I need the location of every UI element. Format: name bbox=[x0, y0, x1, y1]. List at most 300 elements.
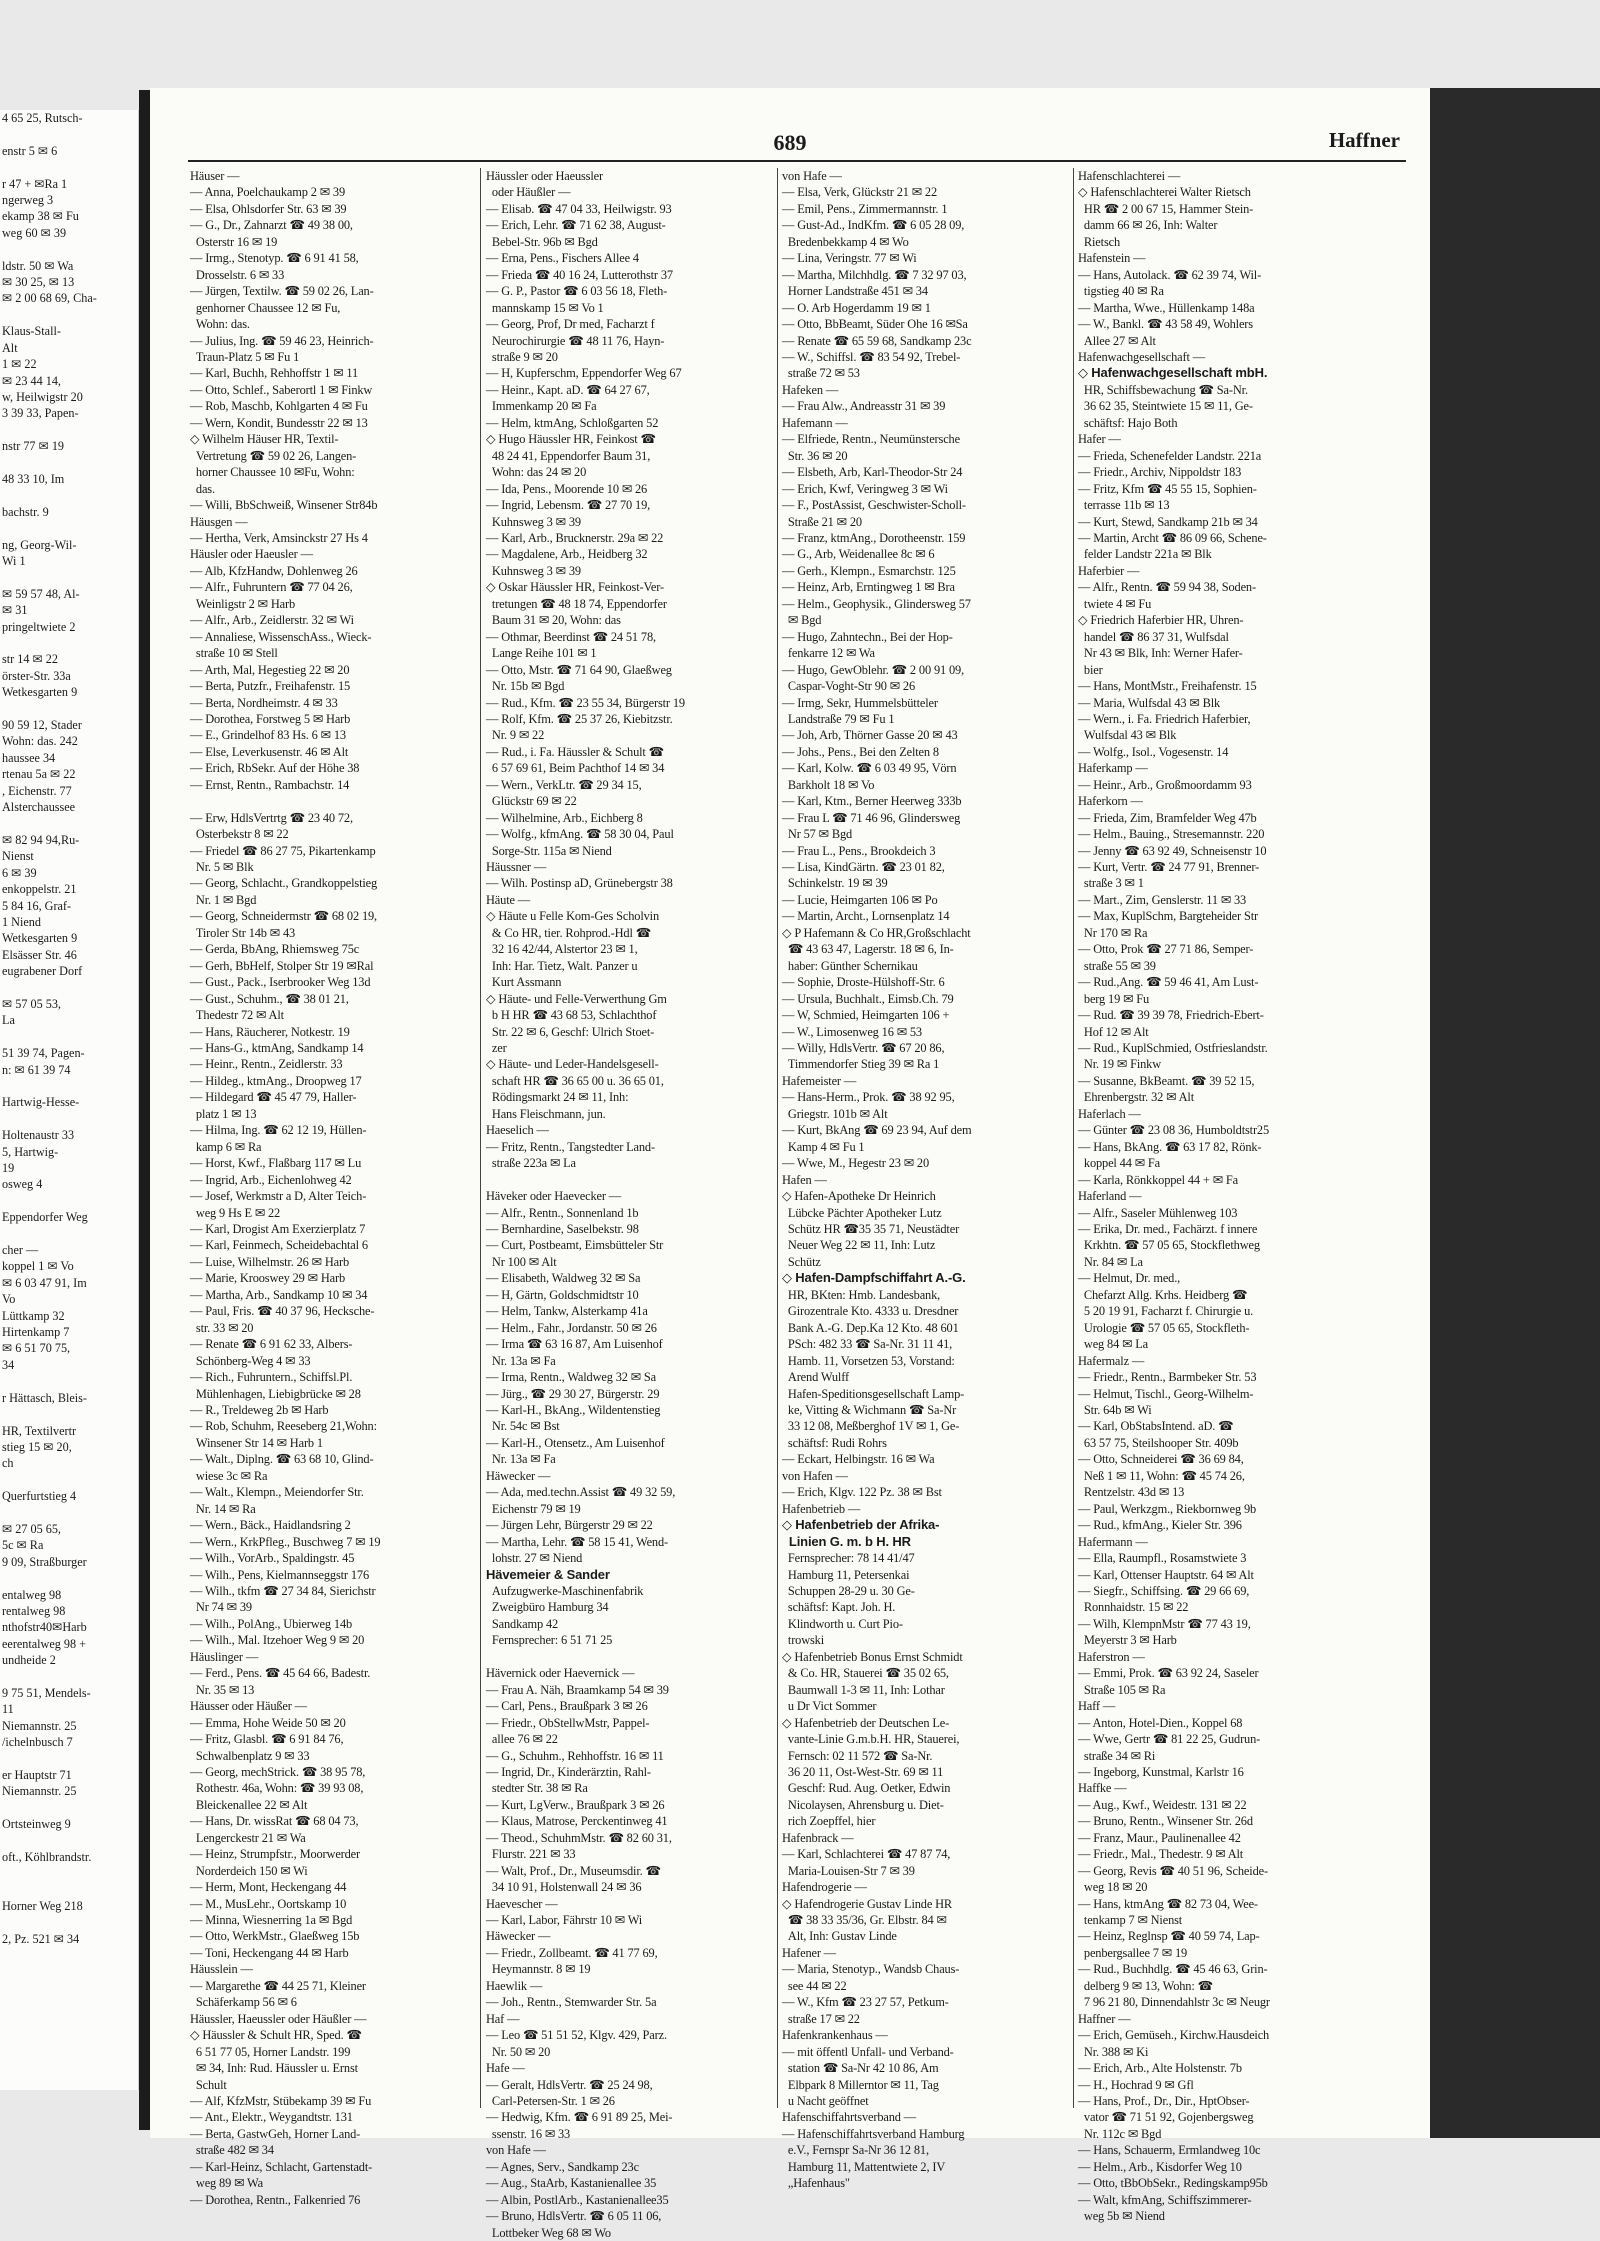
directory-entry: 34 10 91, Holstenwall 24 ✉ 36 bbox=[486, 1880, 642, 1895]
directory-entry: — Gust., Pack., Iserbrooker Weg 13d bbox=[190, 975, 371, 990]
directory-entry: — Ant., Elektr., Weygandtstr. 131 bbox=[190, 2110, 353, 2125]
strip-line bbox=[0, 520, 138, 536]
directory-entry: — Wern., KrkPfleg., Buschweg 7 ✉ 19 bbox=[190, 1534, 381, 1549]
directory-entry: ◇ Hafenbetrieb Bonus Ernst Schmidt bbox=[782, 1649, 963, 1664]
directory-entry: — Carl, Pens., Braußpark 3 ✉ 26 bbox=[486, 1699, 648, 1714]
directory-entry: vante-Linie G.m.b.H. HR, Stauerei, bbox=[782, 1732, 960, 1747]
directory-entry: — Aug., StaArb, Kastanienallee 35 bbox=[486, 2176, 657, 2191]
directory-entry: — Siegfr., Schiffsing. ☎ 29 66 69, bbox=[1078, 1583, 1250, 1598]
directory-entry: — Helm., Bauing., Stresemannstr. 220 bbox=[1078, 827, 1265, 842]
directory-entry: Schütz HR ☎35 35 71, Neustädter bbox=[782, 1222, 960, 1236]
directory-entry: — Irmg., Stenotyp. ☎ 6 91 41 58, bbox=[190, 251, 359, 266]
surname-heading: Hafer — bbox=[1078, 432, 1121, 447]
surname-heading: Häusgen — bbox=[190, 514, 248, 529]
surname-heading: Häussner — bbox=[486, 860, 547, 875]
strip-line bbox=[0, 701, 138, 717]
directory-entry: felder Landstr 221a ✉ Blk bbox=[1078, 547, 1212, 562]
surname-heading: Häwecker — bbox=[486, 1929, 551, 1944]
directory-entry: — Hildeg., ktmAng., Droopweg 17 bbox=[190, 1073, 362, 1088]
directory-entry: — Emil, Pens., Zimmermannstr. 1 bbox=[782, 201, 948, 216]
directory-entry: Neß 1 ✉ 11, Wohn: ☎ 45 74 26, bbox=[1078, 1468, 1245, 1483]
strip-line: 5 84 16, Graf- bbox=[2, 898, 72, 913]
strip-line bbox=[0, 1751, 138, 1767]
directory-entry: — Erna, Pens., Fischers Allee 4 bbox=[486, 251, 639, 266]
directory-entry: Glückstr 69 ✉ 22 bbox=[486, 794, 577, 809]
directory-entry: — Max, KuplSchm, Bargteheider Str bbox=[1078, 909, 1258, 924]
directory-entry: Sandkamp 42 bbox=[486, 1616, 559, 1631]
strip-line: 3 39 33, Papen- bbox=[2, 406, 79, 421]
directory-entry: — Frieda ☎ 40 16 24, Lutterothstr 37 bbox=[486, 267, 673, 282]
strip-line: osweg 4 bbox=[2, 1177, 43, 1192]
directory-entry: kamp 6 ✉ Ra bbox=[190, 1139, 262, 1154]
surname-heading: Hafenstein — bbox=[1078, 251, 1146, 266]
surname-heading: Hafendrogerie — bbox=[782, 1880, 867, 1895]
directory-entry: ◇ Hafen-Dampfschiffahrt A.-G. bbox=[782, 1270, 966, 1286]
directory-entry: Elbpark 8 Millerntor ✉ 11, Tag bbox=[782, 2077, 939, 2092]
directory-entry: Schinkelstr. 19 ✉ 39 bbox=[782, 876, 888, 891]
directory-entry: — W, Schmied, Heimgarten 106 + bbox=[782, 1008, 950, 1023]
directory-entry: — Karl, Kolw. ☎ 6 03 49 95, Vörn bbox=[782, 761, 957, 776]
directory-entry: 6 51 77 05, Horner Landstr. 199 bbox=[190, 2044, 351, 2059]
directory-entry: — Alfr., Rentn. ☎ 59 94 38, Soden- bbox=[1078, 580, 1256, 595]
directory-entry: Lengerckestr 21 ✉ Wa bbox=[190, 1830, 306, 1845]
directory-entry: — Friedr., Rentn., Barmbeker Str. 53 bbox=[1078, 1370, 1257, 1385]
directory-entry: — Helmut, Dr. med., bbox=[1078, 1271, 1181, 1286]
surname-heading: Häussler, Haeussler oder Häußler — bbox=[190, 2011, 367, 2026]
directory-entry: — Joh, Arb, Thörner Gasse 20 ✉ 43 bbox=[782, 728, 958, 743]
directory-entry: Baumwall 1-3 ✉ 11, Inh: Lothar bbox=[782, 1682, 945, 1697]
directory-entry: — Renate ☎ 65 59 68, Sandkamp 23c bbox=[782, 333, 972, 348]
directory-entry: — Wern., VerkLtr. ☎ 29 34 15, bbox=[486, 777, 642, 792]
directory-entry: — Hans, MontMstr., Freihafenstr. 15 bbox=[1078, 679, 1257, 694]
directory-entry: — Rud., Buchhdlg. ☎ 45 46 63, Grin- bbox=[1078, 1962, 1268, 1977]
directory-entry: straße 10 ✉ Stell bbox=[190, 646, 278, 661]
surname-heading: Hafener — bbox=[782, 1945, 837, 1960]
directory-entry: — Hans-G., ktmAng, Sandkamp 14 bbox=[190, 1041, 364, 1056]
strip-line: ch bbox=[2, 1456, 14, 1471]
column-divider bbox=[1073, 168, 1074, 2108]
directory-entry: — Emma, Hohe Weide 50 ✉ 20 bbox=[190, 1715, 346, 1730]
directory-entry: Geschf: Rud. Aug. Oetker, Edwin bbox=[782, 1781, 951, 1796]
directory-entry: Fernsprecher: 78 14 41/47 bbox=[782, 1551, 915, 1566]
directory-entry: — Karl, Arb., Brucknerstr. 29a ✉ 22 bbox=[486, 530, 664, 545]
directory-entry: lohstr. 27 ✉ Niend bbox=[486, 1551, 583, 1566]
directory-entry: — O. Arb Hogerdamm 19 ✉ 1 bbox=[782, 300, 931, 315]
directory-entry: Schuppen 28-29 u. 30 Ge- bbox=[782, 1583, 915, 1598]
strip-line bbox=[0, 307, 138, 323]
directory-entry: Griegstr. 101b ✉ Alt bbox=[782, 1106, 888, 1121]
directory-entry: — Gust-Ad., IndKfm. ☎ 6 05 28 09, bbox=[782, 218, 965, 233]
directory-entry: — F., PostAssist, Geschwister-Scholl- bbox=[782, 498, 966, 513]
directory-entry: — W., Bankl. ☎ 43 58 49, Wohlers bbox=[1078, 317, 1253, 332]
strip-line: ✉ 27 05 65, bbox=[2, 1521, 61, 1536]
directory-entry: — W., Kfm ☎ 23 27 57, Petkum- bbox=[782, 1995, 949, 2010]
strip-line bbox=[0, 455, 138, 471]
directory-entry: Chefarzt Allg. Krhs. Heidberg ☎ bbox=[1078, 1287, 1248, 1302]
directory-entry: — Heinz, Strumpfstr., Moorwerder bbox=[190, 1847, 361, 1862]
column-divider bbox=[777, 168, 778, 2108]
directory-entry: Nr. 112c ✉ Bgd bbox=[1078, 2126, 1162, 2141]
directory-entry: — Anton, Hotel-Dien., Koppel 68 bbox=[1078, 1715, 1243, 1730]
directory-entry: Lübcke Pächter Apotheker Lutz bbox=[782, 1205, 942, 1220]
column-2 bbox=[486, 168, 752, 2240]
directory-entry: — Helm., Fahr., Jordanstr. 50 ✉ 26 bbox=[486, 1320, 657, 1335]
directory-entry: Rödingsmarkt 24 ✉ 11, Inh: bbox=[486, 1090, 629, 1105]
directory-entry: — Julius, Ing. ☎ 59 46 23, Heinrich- bbox=[190, 333, 374, 348]
directory-entry: — Wilh. Postinsp aD, Grünebergstr 38 bbox=[486, 876, 673, 891]
directory-entry: — Karla, Rönkkoppel 44 + ✉ Fa bbox=[1078, 1172, 1238, 1187]
directory-entry: Ronnhaidstr. 15 ✉ 22 bbox=[1078, 1600, 1189, 1615]
strip-line: Alt bbox=[2, 340, 18, 355]
directory-entry: — Berta, Nordheimstr. 4 ✉ 33 bbox=[190, 695, 338, 710]
directory-entry: Landstraße 79 ✉ Fu 1 bbox=[782, 711, 895, 726]
surname-heading: Hafe — bbox=[486, 2061, 525, 2076]
surname-heading: Häveker oder Haevecker — bbox=[486, 1189, 622, 1204]
directory-entry: — Leo ☎ 51 51 52, Klgv. 429, Parz. bbox=[486, 2028, 667, 2043]
directory-entry: — Heinr., Rentn., Zeidlerstr. 33 bbox=[190, 1057, 343, 1072]
directory-entry: — Wilh., VorArb., Spaldingstr. 45 bbox=[190, 1551, 355, 1566]
directory-entry: — Fritz, Glasbl. ☎ 6 91 84 76, bbox=[190, 1732, 344, 1747]
strip-line: Wohn: das. 242 bbox=[2, 734, 78, 749]
strip-line: entalweg 98 bbox=[2, 1587, 62, 1602]
directory-entry: — Else, Leverkusenstr. 46 ✉ Alt bbox=[190, 744, 349, 759]
directory-entry: PSch: 482 33 ☎ Sa-Nr. 31 11 41, bbox=[782, 1337, 953, 1352]
column-divider bbox=[480, 168, 481, 2108]
directory-entry: — Minna, Wiesnerring 1a ✉ Bgd bbox=[190, 1913, 353, 1928]
directory-entry: Arend Wulff bbox=[782, 1370, 849, 1385]
directory-entry: — Wern, Kondit, Bundesstr 22 ✉ 13 bbox=[190, 415, 368, 430]
directory-entry: — G., Dr., Zahnarzt ☎ 49 38 00, bbox=[190, 218, 353, 233]
directory-entry: — Karl-H., BkAng., Wildentenstieg bbox=[486, 1402, 661, 1417]
directory-entry: — Georg, mechStrick. ☎ 38 95 78, bbox=[190, 1764, 366, 1779]
directory-entry: — Toni, Heckengang 44 ✉ Harb bbox=[190, 1945, 349, 1960]
directory-entry: Baum 31 ✉ 20, Wohn: das bbox=[486, 613, 621, 628]
strip-line: bachstr. 9 bbox=[2, 504, 49, 519]
directory-entry bbox=[190, 793, 456, 809]
directory-entry: — Georg, Schneidermstr ☎ 68 02 19, bbox=[190, 909, 377, 924]
column-4 bbox=[1078, 168, 1344, 2224]
strip-line bbox=[0, 1472, 138, 1488]
strip-line bbox=[0, 1029, 138, 1045]
directory-entry: — Franz, ktmAng., Dorotheenstr. 159 bbox=[782, 530, 966, 545]
strip-line: r 47 + ✉Ra 1 bbox=[2, 176, 68, 191]
directory-entry: — Sophie, Droste-Hülshoff-Str. 6 bbox=[782, 975, 945, 990]
directory-entry: Linien G. m. b H. HR bbox=[782, 1533, 911, 1549]
directory-entry: Weinligstr 2 ✉ Harb bbox=[190, 596, 295, 611]
directory-entry: — Alfr., Arb., Zeidlerstr. 32 ✉ Wi bbox=[190, 613, 354, 628]
directory-entry: — Hafenschiffahrtsverband Hamburg bbox=[782, 2126, 965, 2141]
directory-entry: 6 57 69 61, Beim Pachthof 14 ✉ 34 bbox=[486, 761, 665, 776]
directory-entry: ◇ Häute- und Felle-Verwerthung Gm bbox=[486, 991, 667, 1006]
directory-entry: — Albin, PostlArb., Kastanienallee35 bbox=[486, 2192, 669, 2207]
directory-entry: — Hans, Schauerm, Ermlandweg 10c bbox=[1078, 2143, 1261, 2158]
directory-entry: — Martha, Milchhdlg. ☎ 7 32 97 03, bbox=[782, 267, 967, 282]
directory-entry: — H., Hochrad 9 ✉ Gfl bbox=[1078, 2077, 1194, 2092]
directory-entry: — Horst, Kwf., Flaßbarg 117 ✉ Lu bbox=[190, 1156, 362, 1171]
directory-entry: Maria-Louisen-Str 7 ✉ 39 bbox=[782, 1863, 915, 1878]
directory-entry: ◇ Hugo Häussler HR, Feinkost ☎ bbox=[486, 432, 656, 447]
directory-entry: — Erich, Lehr. ☎ 71 62 38, August- bbox=[486, 218, 666, 233]
directory-entry: 36 62 35, Steintwiete 15 ✉ 11, Ge- bbox=[1078, 399, 1253, 414]
directory-entry: — Gerh, BbHelf, Stolper Str 19 ✉Ral bbox=[190, 958, 374, 973]
directory-entry: — Alfr., Fuhruntern ☎ 77 04 26, bbox=[190, 580, 353, 595]
page-number: 689 bbox=[773, 130, 807, 155]
directory-entry: — Ada, med.techn.Assist ☎ 49 32 59, bbox=[486, 1485, 676, 1500]
strip-line: w, Heilwigstr 20 bbox=[2, 389, 83, 404]
directory-entry: — Helmut, Tischl., Georg-Wilhelm- bbox=[1078, 1386, 1254, 1401]
directory-entry: ◇ P Hafemann & Co HR,Großschlacht bbox=[782, 925, 971, 940]
directory-entry: — Otto, Schneiderei ☎ 36 69 84, bbox=[1078, 1452, 1244, 1467]
directory-entry: — H, Gärtn, Goldschmidtstr 10 bbox=[486, 1287, 639, 1302]
directory-entry: trowski bbox=[782, 1633, 825, 1648]
directory-entry: Neurochirurgie ☎ 48 11 76, Hayn- bbox=[486, 333, 665, 348]
directory-entry: 7 96 21 80, Dinnendahlstr 3c ✉ Neugr bbox=[1078, 1995, 1270, 2010]
directory-entry: genhorner Chaussee 12 ✉ Fu, bbox=[190, 300, 341, 315]
strip-line: ✉ 6 03 47 91, Im bbox=[2, 1275, 87, 1290]
directory-entry: — Emmi, Prok. ☎ 63 92 24, Saseler bbox=[1078, 1666, 1259, 1681]
directory-entry: — Jürgen, Textilw. ☎ 59 02 26, Lan- bbox=[190, 284, 374, 299]
directory-entry: — Margarethe ☎ 44 25 71, Kleiner bbox=[190, 1978, 366, 1993]
strip-line: Horner Weg 218 bbox=[2, 1899, 83, 1914]
surname-heading: Haevescher — bbox=[486, 1896, 558, 1911]
directory-entry: — Karl, Feinmech, Scheidebachtal 6 bbox=[190, 1238, 368, 1253]
directory-entry: ◇ Hafenbetrieb der Afrika- bbox=[782, 1517, 940, 1533]
directory-entry: — Irmg, Sekr, Hummelsbütteler bbox=[782, 695, 938, 710]
directory-entry: berg 19 ✉ Fu bbox=[1078, 991, 1150, 1006]
strip-line bbox=[0, 1406, 138, 1422]
surname-heading: von Hafe — bbox=[486, 2143, 546, 2158]
directory-entry: — Frau L ☎ 71 46 96, Glindersweg bbox=[782, 810, 961, 825]
surname-heading: Haf — bbox=[486, 2011, 520, 2026]
directory-entry: ✉ Bgd bbox=[782, 613, 822, 628]
strip-line: 90 59 12, Stader bbox=[2, 718, 82, 733]
header-rule bbox=[188, 160, 1406, 162]
directory-entry: — Friedr., Zollbeamt. ☎ 41 77 69, bbox=[486, 1945, 658, 1960]
strip-line: Lüttkamp 32 bbox=[2, 1308, 65, 1323]
directory-entry: — Paul, Fris. ☎ 40 37 96, Hecksche- bbox=[190, 1304, 375, 1319]
directory-entry: Nr. 54c ✉ Bst bbox=[486, 1419, 560, 1434]
directory-entry: — Agnes, Serv., Sandkamp 23c bbox=[486, 2159, 639, 2174]
strip-line: Wetkesgarten 9 bbox=[2, 931, 78, 946]
directory-entry: Mühlenhagen, Liebigbrücke ✉ 28 bbox=[190, 1386, 361, 1401]
strip-line bbox=[0, 815, 138, 831]
directory-entry: straße 223a ✉ La bbox=[486, 1156, 576, 1171]
directory-entry: HR ☎ 2 00 67 15, Hammer Stein- bbox=[1078, 201, 1254, 216]
directory-entry: ✉ 34, Inh: Rud. Häussler u. Ernst bbox=[190, 2061, 358, 2076]
directory-entry: Straße 105 ✉ Ra bbox=[1078, 1682, 1166, 1697]
strip-line: Wetkesgarten 9 bbox=[2, 685, 78, 700]
directory-entry: — Fritz, Kfm ☎ 45 55 15, Sophien- bbox=[1078, 481, 1257, 496]
directory-entry: — Franz, Maur., Paulinenallee 42 bbox=[1078, 1830, 1241, 1845]
directory-entry: — Ella, Raumpfl., Rosamstwiete 3 bbox=[1078, 1551, 1247, 1566]
surname-heading: Haferstron — bbox=[1078, 1649, 1145, 1664]
directory-entry: — Erika, Dr. med., Fachärzt. f innere bbox=[1078, 1222, 1258, 1236]
directory-entry: — Wern., i. Fa. Friedrich Haferbier, bbox=[1078, 711, 1251, 726]
directory-entry: ◇ Hafenwachgesellschaft mbH. bbox=[1078, 365, 1268, 381]
surname-heading: Hafenbetrieb — bbox=[782, 1501, 861, 1516]
directory-entry: tenkamp 7 ✉ Nienst bbox=[1078, 1913, 1183, 1928]
directory-entry: — Martha, Arb., Sandkamp 10 ✉ 34 bbox=[190, 1287, 368, 1302]
directory-entry: wiese 3c ✉ Ra bbox=[190, 1468, 268, 1483]
directory-entry: — Günter ☎ 23 08 36, Humboldtstr25 bbox=[1078, 1123, 1270, 1138]
strip-line bbox=[0, 1226, 138, 1242]
strip-line: Niemannstr. 25 bbox=[2, 1718, 77, 1733]
directory-entry: — Frieda, Zim, Bramfelder Weg 47b bbox=[1078, 810, 1257, 825]
directory-entry: — Fritz, Rentn., Tangstedter Land- bbox=[486, 1139, 655, 1154]
directory-entry: ◇ Hafenschlachterei Walter Rietsch bbox=[1078, 185, 1251, 200]
directory-entry: — Alb, KfzHandw, Dohlenweg 26 bbox=[190, 563, 358, 578]
surname-heading: Haferland — bbox=[1078, 1189, 1142, 1204]
directory-entry: — Helm, ktmAng, Schloßgarten 52 bbox=[486, 415, 659, 430]
directory-entry: — Ingrid, Arb., Eichenlohweg 42 bbox=[190, 1172, 352, 1187]
directory-entry: & Co. HR, Stauerei ☎ 35 02 65, bbox=[782, 1666, 949, 1681]
directory-entry: ◇ Hafen-Apotheke Dr Heinrich bbox=[782, 1189, 936, 1204]
directory-entry: — Alfr., Rentn., Sonnenland 1b bbox=[486, 1205, 639, 1220]
surname-heading: Häusslein — bbox=[190, 1962, 253, 1977]
directory-entry: — Friedr., Mal., Thedestr. 9 ✉ Alt bbox=[1078, 1847, 1244, 1862]
directory-entry: weg 18 ✉ 20 bbox=[1078, 1880, 1148, 1895]
directory-entry: ☎ 43 63 47, Lagerstr. 18 ✉ 6, In- bbox=[782, 942, 954, 957]
directory-entry: Nr 74 ✉ 39 bbox=[190, 1600, 252, 1615]
directory-entry: Nr. 35 ✉ 13 bbox=[190, 1682, 255, 1697]
directory-entry: schäftsf: Kapt. Joh. H. bbox=[782, 1600, 896, 1615]
directory-entry: & Co HR, tier. Rohprod.-Hdl ☎ bbox=[486, 925, 651, 940]
directory-entry: — Rud.,Ang. ☎ 59 46 41, Am Lust- bbox=[1078, 975, 1259, 990]
directory-entry: Flurstr. 221 ✉ 33 bbox=[486, 1847, 576, 1862]
directory-entry: stedter Str. 38 ✉ Ra bbox=[486, 1781, 588, 1796]
directory-entry: — Willi, BbSchweiß, Winsener Str84b bbox=[190, 498, 378, 513]
surname-heading: Häusler oder Haeusler — bbox=[190, 547, 313, 562]
directory-entry: Straße 21 ✉ 20 bbox=[782, 514, 862, 529]
directory-entry: — Susanne, BkBeamt. ☎ 39 52 15, bbox=[1078, 1073, 1255, 1088]
directory-entry: Nr. 13a ✉ Fa bbox=[486, 1353, 556, 1368]
strip-line bbox=[0, 1800, 138, 1816]
directory-entry: — Karl-H., Otensetz., Am Luisenhof bbox=[486, 1435, 665, 1450]
directory-entry: Carl-Petersen-Str. 1 ✉ 26 bbox=[486, 2094, 615, 2109]
strip-line: 48 33 10, Im bbox=[2, 471, 65, 486]
directory-entry: — Hans, Dr. wissRat ☎ 68 04 73, bbox=[190, 1814, 359, 1829]
strip-line: ekamp 38 ✉ Fu bbox=[2, 209, 79, 224]
strip-line: 9 75 51, Mendels- bbox=[2, 1686, 91, 1700]
directory-entry: — H, Kupferschm, Eppendorfer Weg 67 bbox=[486, 366, 682, 381]
directory-entry: Wohn: das 24 ✉ 20 bbox=[486, 465, 587, 480]
strip-line bbox=[0, 1078, 138, 1094]
strip-line: oft., Köhlbrandstr. bbox=[2, 1850, 92, 1865]
directory-entry: 5 20 19 91, Facharzt f. Chirurgie u. bbox=[1078, 1304, 1254, 1319]
strip-line: Klaus-Stall- bbox=[2, 324, 61, 339]
strip-line: 9 09, Straßburger bbox=[2, 1554, 87, 1569]
directory-entry: — Otto, WerkMstr., Glaeßweg 15b bbox=[190, 1929, 360, 1944]
directory-entry: Nr. 1 ✉ Bgd bbox=[190, 892, 257, 907]
directory-entry: Aufzugwerke-Maschinenfabrik bbox=[486, 1583, 644, 1598]
directory-entry: — Joh., Rentn., Stemwarder Str. 5a bbox=[486, 1995, 657, 2010]
directory-entry: Str. 64b ✉ Wi bbox=[1078, 1402, 1152, 1417]
directory-entry: Nr 100 ✉ Alt bbox=[486, 1254, 557, 1269]
directory-entry: Schult bbox=[190, 2077, 227, 2092]
strip-line: eerentalweg 98 + bbox=[2, 1636, 87, 1651]
directory-entry: 32 16 42/44, Alstertor 23 ✉ 1, bbox=[486, 942, 638, 957]
strip-line: örster-Str. 33a bbox=[2, 668, 71, 683]
column-3 bbox=[782, 168, 1048, 2191]
strip-line: pringeltwiete 2 bbox=[2, 619, 76, 634]
directory-entry: ◇ Oskar Häussler HR, Feinkost-Ver- bbox=[486, 580, 664, 595]
directory-entry: — Josef, Werkmstr a D, Alter Teich- bbox=[190, 1189, 367, 1204]
directory-entry: ◇ Hafenbetrieb der Deutschen Le- bbox=[782, 1715, 950, 1730]
directory-entry: — Walt, Prof., Dr., Museumsdir. ☎ bbox=[486, 1863, 661, 1878]
directory-entry: — Lisa, KindGärtn. ☎ 23 01 82, bbox=[782, 860, 945, 875]
directory-entry: Barkholt 18 ✉ Vo bbox=[782, 777, 875, 792]
directory-entry: straße 9 ✉ 20 bbox=[486, 349, 558, 364]
directory-entry: straße 3 ✉ 1 bbox=[1078, 876, 1144, 891]
strip-line: ✉ 31 bbox=[2, 603, 28, 618]
directory-entry: Ehrenbergstr. 32 ✉ Alt bbox=[1078, 1090, 1194, 1105]
strip-line: 51 39 74, Pagen- bbox=[2, 1046, 85, 1061]
directory-entry: HR, BKten: Hmb. Landesbank, bbox=[782, 1287, 941, 1302]
directory-entry: — Heinz, Arb, Erntingweg 1 ✉ Bra bbox=[782, 580, 955, 595]
directory-entry: — Erich, Klgv. 122 Pz. 38 ✉ Bst bbox=[782, 1485, 942, 1500]
strip-line bbox=[0, 1570, 138, 1586]
directory-entry: allee 76 ✉ 22 bbox=[486, 1732, 558, 1747]
directory-entry: — Jürg., ☎ 29 30 27, Bürgerstr. 29 bbox=[486, 1386, 660, 1401]
strip-line: La bbox=[2, 1013, 15, 1028]
strip-line: 34 bbox=[2, 1357, 15, 1372]
strip-line bbox=[0, 159, 138, 175]
directory-entry: — G., Schuhm., Rehhoffstr. 16 ✉ 11 bbox=[486, 1748, 664, 1763]
directory-entry: Str. 22 ✉ 6, Geschf: Ulrich Stoet- bbox=[486, 1024, 655, 1039]
strip-line: Hartwig-Hesse- bbox=[2, 1095, 80, 1110]
directory-entry: Wulfsdal 43 ✉ Blk bbox=[1078, 728, 1177, 743]
directory-entry: — Frau Alw., Andreasstr 31 ✉ 39 bbox=[782, 399, 946, 414]
strip-line: nstr 77 ✉ 19 bbox=[2, 439, 65, 454]
directory-entry: weg 89 ✉ Wa bbox=[190, 2176, 263, 2191]
directory-entry: Eichenstr 79 ✉ 19 bbox=[486, 1501, 581, 1516]
strip-line bbox=[0, 1915, 138, 1931]
directory-entry bbox=[486, 1172, 752, 1188]
directory-entry: oder Häußler — bbox=[486, 185, 571, 200]
directory-entry: ssenstr. 16 ✉ 33 bbox=[486, 2126, 571, 2141]
directory-entry: — Rob, Schuhm, Reeseberg 21,Wohn: bbox=[190, 1419, 377, 1434]
surname-heading: Haferkorn — bbox=[1078, 794, 1143, 809]
surname-heading: Häuslinger — bbox=[190, 1649, 259, 1664]
directory-entry: — Rud., kfmAng., Kieler Str. 396 bbox=[1078, 1518, 1242, 1533]
strip-line: 5, Hartwig- bbox=[2, 1144, 59, 1159]
directory-entry: — Ursula, Buchhalt., Eimsb.Ch. 79 bbox=[782, 991, 954, 1006]
directory-entry: — Rud. ☎ 39 39 78, Friedrich-Ebert- bbox=[1078, 1008, 1264, 1023]
directory-entry: — Walt., Diplng. ☎ 63 68 10, Glind- bbox=[190, 1452, 374, 1467]
directory-entry: — Gerda, BbAng, Rhiemsweg 75c bbox=[190, 942, 360, 957]
directory-entry: — Kurt, LgVerw., Braußpark 3 ✉ 26 bbox=[486, 1797, 665, 1812]
directory-entry: — Martha, Lehr. ☎ 58 15 41, Wend- bbox=[486, 1534, 669, 1549]
directory-entry: — Kurt, Vertr. ☎ 24 77 91, Brenner- bbox=[1078, 860, 1260, 875]
directory-entry: Bebel-Str. 96b ✉ Bgd bbox=[486, 234, 598, 249]
directory-entry: — Elsbeth, Arb, Karl-Theodor-Str 24 bbox=[782, 465, 963, 480]
strip-line bbox=[0, 980, 138, 996]
strip-line: r Hättasch, Bleis- bbox=[2, 1390, 87, 1405]
directory-entry: Traun-Platz 5 ✉ Fu 1 bbox=[190, 349, 300, 364]
directory-entry: Nr. 5 ✉ Blk bbox=[190, 860, 254, 875]
directory-entry: Hamb. 11, Vorsetzen 53, Vorstand: bbox=[782, 1353, 955, 1368]
directory-entry: — Ingeborg, Kunstmal, Karlstr 16 bbox=[1078, 1764, 1244, 1779]
directory-entry: — Hertha, Verk, Amsinckstr 27 Hs 4 bbox=[190, 530, 368, 545]
directory-entry: — Otto, Mstr. ☎ 71 64 90, Glaeßweg bbox=[486, 662, 672, 677]
directory-entry: — Klaus, Matrose, Perckentinweg 41 bbox=[486, 1814, 668, 1829]
directory-entry: — Martin, Archt ☎ 86 09 66, Schene- bbox=[1078, 530, 1267, 545]
directory-entry: — Friedr., ObStellwMstr, Pappel- bbox=[486, 1715, 650, 1730]
surname-heading: Haferbier — bbox=[1078, 563, 1140, 578]
directory-entry: Lange Reihe 101 ✉ 1 bbox=[486, 646, 597, 661]
directory-entry: u Dr Vict Sommer bbox=[782, 1699, 877, 1714]
directory-entry: Neuer Weg 22 ✉ 11, Inh: Lutz bbox=[782, 1238, 936, 1253]
